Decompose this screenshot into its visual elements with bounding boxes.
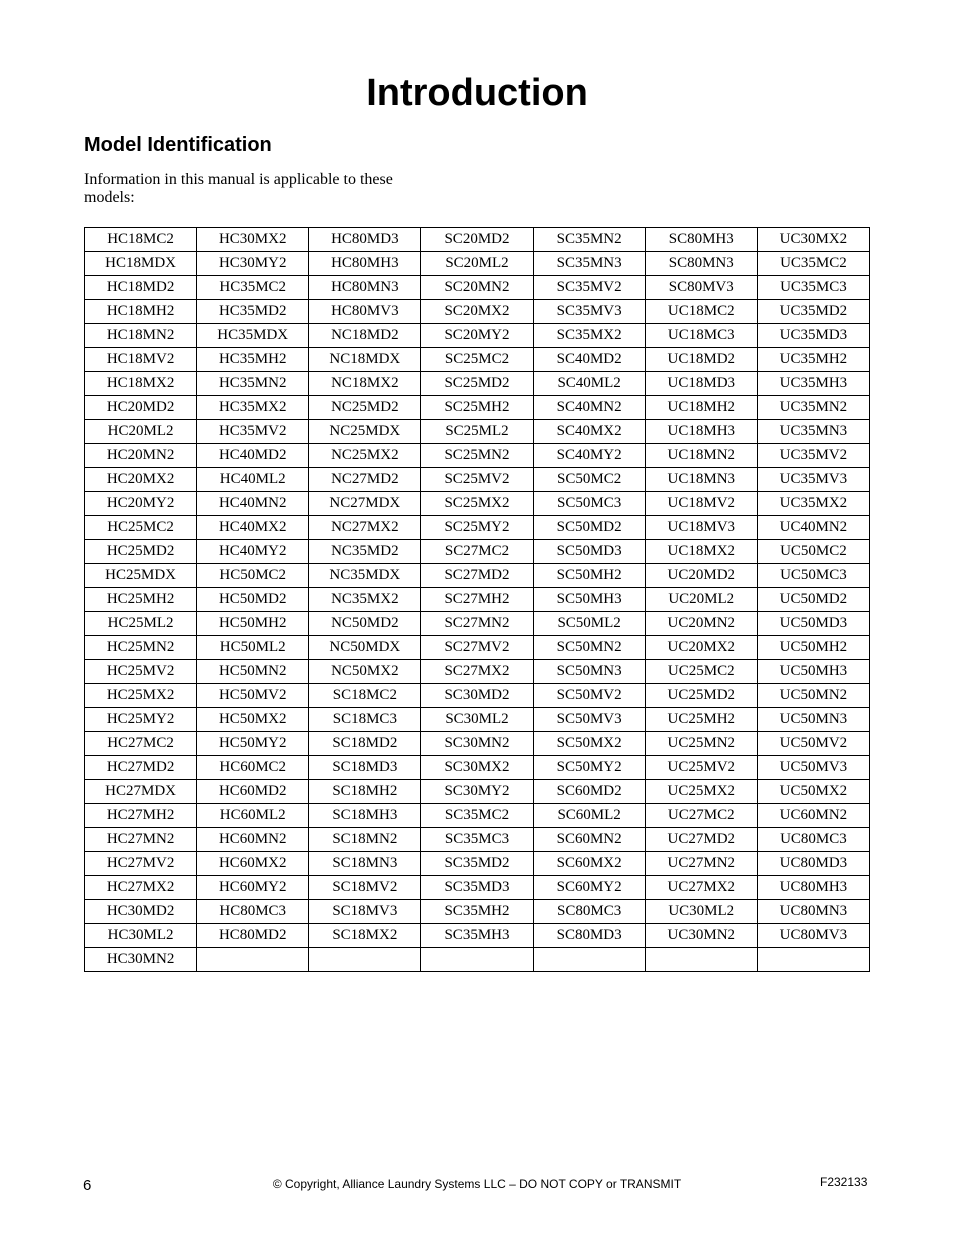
model-cell: SC18MX2: [309, 924, 421, 948]
model-cell: HC20MY2: [85, 492, 197, 516]
model-cell: UC18MD3: [645, 372, 757, 396]
model-cell: HC50MX2: [197, 708, 309, 732]
model-cell: SC50MN2: [533, 636, 645, 660]
model-cell: UC35MC2: [757, 252, 869, 276]
model-cell: HC25MY2: [85, 708, 197, 732]
model-cell: UC80MD3: [757, 852, 869, 876]
table-row: [85, 876, 870, 900]
model-cell: NC27MD2: [309, 468, 421, 492]
model-cell: UC35MD2: [757, 300, 869, 324]
table-row: [85, 348, 870, 372]
model-cell: SC50MY2: [533, 756, 645, 780]
model-cell: SC50MD3: [533, 540, 645, 564]
table-row: [85, 588, 870, 612]
model-cell: HC30MN2: [85, 948, 197, 972]
model-cell: UC18MN3: [645, 468, 757, 492]
model-cell: HC80MV3: [309, 300, 421, 324]
model-cell: SC20MX2: [421, 300, 533, 324]
model-cell: HC18MV2: [85, 348, 197, 372]
model-cell: SC50MX2: [533, 732, 645, 756]
model-cell: NC25MDX: [309, 420, 421, 444]
model-cell: HC27MV2: [85, 852, 197, 876]
model-cell: HC80MC3: [197, 900, 309, 924]
model-cell: HC40MN2: [197, 492, 309, 516]
model-cell: SC40MY2: [533, 444, 645, 468]
table-row: [85, 324, 870, 348]
model-cell: SC60MD2: [533, 780, 645, 804]
table-row: [85, 804, 870, 828]
model-cell: HC30ML2: [85, 924, 197, 948]
model-cell: HC20MN2: [85, 444, 197, 468]
model-cell: SC18MN2: [309, 828, 421, 852]
model-cell: SC20MY2: [421, 324, 533, 348]
model-cell: UC20ML2: [645, 588, 757, 612]
model-cell: HC80MN3: [309, 276, 421, 300]
table-row: [85, 228, 870, 252]
table-row: [85, 252, 870, 276]
model-cell: HC50MD2: [197, 588, 309, 612]
model-cell: HC25MC2: [85, 516, 197, 540]
model-cell: HC30MX2: [197, 228, 309, 252]
model-cell: SC50MC3: [533, 492, 645, 516]
model-cell: UC80MC3: [757, 828, 869, 852]
model-cell: SC50ML2: [533, 612, 645, 636]
table-row: [85, 300, 870, 324]
model-cell: UC25MN2: [645, 732, 757, 756]
model-cell: UC20MN2: [645, 612, 757, 636]
model-cell: SC27MD2: [421, 564, 533, 588]
model-cell: SC30ML2: [421, 708, 533, 732]
table-row: [85, 660, 870, 684]
model-cell: HC35MN2: [197, 372, 309, 396]
model-cell: UC18MC3: [645, 324, 757, 348]
model-cell: HC25MV2: [85, 660, 197, 684]
model-cell: SC18MN3: [309, 852, 421, 876]
table-row: [85, 948, 870, 972]
model-cell: SC50MV3: [533, 708, 645, 732]
model-cell: HC25MH2: [85, 588, 197, 612]
model-cell: SC25MX2: [421, 492, 533, 516]
model-cell: UC80MV3: [757, 924, 869, 948]
model-cell: SC50MH2: [533, 564, 645, 588]
model-cell: SC30MD2: [421, 684, 533, 708]
model-cell: HC25MN2: [85, 636, 197, 660]
model-cell: HC80MH3: [309, 252, 421, 276]
model-cell: UC18MH2: [645, 396, 757, 420]
model-cell: NC50MX2: [309, 660, 421, 684]
model-cell: SC25MY2: [421, 516, 533, 540]
table-row: [85, 684, 870, 708]
model-cell: HC20ML2: [85, 420, 197, 444]
model-cell: UC27MX2: [645, 876, 757, 900]
model-cell: SC18MV2: [309, 876, 421, 900]
model-cell: UC27MN2: [645, 852, 757, 876]
copyright-notice: © Copyright, Alliance Laundry Systems LLC – DO NOT COPY or TRANSMIT: [272, 1177, 682, 1191]
table-row: [85, 900, 870, 924]
model-cell: SC80MH3: [645, 228, 757, 252]
model-cell: HC27MX2: [85, 876, 197, 900]
model-cell: UC30MX2: [757, 228, 869, 252]
model-cell: HC50MN2: [197, 660, 309, 684]
model-cell: NC25MD2: [309, 396, 421, 420]
model-cell: NC18MX2: [309, 372, 421, 396]
model-cell: SC60MX2: [533, 852, 645, 876]
model-cell: SC18MV3: [309, 900, 421, 924]
table-row: [85, 276, 870, 300]
model-cell: SC20MN2: [421, 276, 533, 300]
model-cell: HC18MX2: [85, 372, 197, 396]
model-cell: [309, 948, 421, 972]
model-cell: SC20ML2: [421, 252, 533, 276]
model-cell: UC18MN2: [645, 444, 757, 468]
model-cell: SC27MC2: [421, 540, 533, 564]
model-cell: HC50MY2: [197, 732, 309, 756]
table-row: [85, 852, 870, 876]
model-cell: [757, 948, 869, 972]
model-cell: SC35MD3: [421, 876, 533, 900]
model-cell: SC50MH3: [533, 588, 645, 612]
model-cell: NC27MX2: [309, 516, 421, 540]
model-cell: UC80MH3: [757, 876, 869, 900]
model-cell: UC50MN3: [757, 708, 869, 732]
model-cell: UC35MN3: [757, 420, 869, 444]
model-cell: UC25MC2: [645, 660, 757, 684]
model-cell: SC25MC2: [421, 348, 533, 372]
model-cell: HC27MDX: [85, 780, 197, 804]
model-cell: HC80MD2: [197, 924, 309, 948]
model-cell: UC50MV2: [757, 732, 869, 756]
model-cell: SC25MN2: [421, 444, 533, 468]
model-cell: SC80MC3: [533, 900, 645, 924]
model-cell: NC25MX2: [309, 444, 421, 468]
model-cell: HC50MC2: [197, 564, 309, 588]
model-cell: HC25MD2: [85, 540, 197, 564]
model-cell: UC35MD3: [757, 324, 869, 348]
table-row: [85, 636, 870, 660]
model-cell: UC35MC3: [757, 276, 869, 300]
model-cell: UC50MH2: [757, 636, 869, 660]
table-row: [85, 492, 870, 516]
model-cell: UC35MV3: [757, 468, 869, 492]
section-heading: Model Identification: [84, 134, 272, 156]
model-cell: HC25MDX: [85, 564, 197, 588]
model-cell: HC50MV2: [197, 684, 309, 708]
model-cell: HC35MD2: [197, 300, 309, 324]
model-cell: NC35MDX: [309, 564, 421, 588]
model-cell: HC60MN2: [197, 828, 309, 852]
model-cell: UC50MX2: [757, 780, 869, 804]
model-cell: SC30MY2: [421, 780, 533, 804]
model-cell: HC80MD3: [309, 228, 421, 252]
model-cell: HC18MN2: [85, 324, 197, 348]
model-cell: HC35MX2: [197, 396, 309, 420]
model-cell: SC50MN3: [533, 660, 645, 684]
model-cell: SC18MH2: [309, 780, 421, 804]
model-cell: HC30MY2: [197, 252, 309, 276]
table-row: [85, 924, 870, 948]
model-cell: HC18MDX: [85, 252, 197, 276]
model-cell: HC50ML2: [197, 636, 309, 660]
model-cell: UC25MV2: [645, 756, 757, 780]
model-cell: UC35MH2: [757, 348, 869, 372]
model-cell: HC40MY2: [197, 540, 309, 564]
model-cell: SC60ML2: [533, 804, 645, 828]
model-cell: UC27MC2: [645, 804, 757, 828]
model-cell: NC35MD2: [309, 540, 421, 564]
model-cell: UC35MH3: [757, 372, 869, 396]
model-cell: NC50MD2: [309, 612, 421, 636]
model-cell: SC35MN3: [533, 252, 645, 276]
table-row: [85, 564, 870, 588]
model-cell: HC27MN2: [85, 828, 197, 852]
model-cell: UC18MC2: [645, 300, 757, 324]
model-cell: SC35MH2: [421, 900, 533, 924]
model-cell: SC35MH3: [421, 924, 533, 948]
model-cell: UC20MX2: [645, 636, 757, 660]
model-cell: SC18MH3: [309, 804, 421, 828]
model-cell: HC25MX2: [85, 684, 197, 708]
table-row: [85, 540, 870, 564]
model-cell: SC40MX2: [533, 420, 645, 444]
model-cell: UC35MX2: [757, 492, 869, 516]
model-cell: HC50MH2: [197, 612, 309, 636]
model-cell: HC18MH2: [85, 300, 197, 324]
model-cell: UC25MD2: [645, 684, 757, 708]
page-number: 6: [83, 1177, 92, 1194]
model-cell: HC40MD2: [197, 444, 309, 468]
model-cell: UC18MX2: [645, 540, 757, 564]
table-row: [85, 756, 870, 780]
page-title: Introduction: [366, 72, 588, 114]
model-cell: UC18MH3: [645, 420, 757, 444]
model-cell: SC27MH2: [421, 588, 533, 612]
model-cell: HC20MD2: [85, 396, 197, 420]
model-cell: HC60MY2: [197, 876, 309, 900]
table-row: [85, 444, 870, 468]
model-cell: UC50MD3: [757, 612, 869, 636]
model-cell: UC40MN2: [757, 516, 869, 540]
model-cell: [645, 948, 757, 972]
model-cell: UC30ML2: [645, 900, 757, 924]
model-cell: HC30MD2: [85, 900, 197, 924]
model-cell: UC30MN2: [645, 924, 757, 948]
model-cell: HC27MD2: [85, 756, 197, 780]
model-cell: HC25ML2: [85, 612, 197, 636]
model-cell: SC18MC2: [309, 684, 421, 708]
model-cell: UC25MX2: [645, 780, 757, 804]
model-cell: SC30MX2: [421, 756, 533, 780]
model-cell: UC35MV2: [757, 444, 869, 468]
model-cell: UC20MD2: [645, 564, 757, 588]
table-row: [85, 708, 870, 732]
model-cell: SC80MN3: [645, 252, 757, 276]
model-cell: SC60MN2: [533, 828, 645, 852]
model-cell: UC50MC2: [757, 540, 869, 564]
model-cell: SC35MX2: [533, 324, 645, 348]
model-cell: NC35MX2: [309, 588, 421, 612]
model-cell: SC35MV2: [533, 276, 645, 300]
model-cell: HC20MX2: [85, 468, 197, 492]
model-cell: UC80MN3: [757, 900, 869, 924]
model-cell: UC50MN2: [757, 684, 869, 708]
model-cell: UC50MV3: [757, 756, 869, 780]
table-row: [85, 516, 870, 540]
model-cell: UC27MD2: [645, 828, 757, 852]
table-row: [85, 372, 870, 396]
model-cell: SC18MC3: [309, 708, 421, 732]
model-cell: UC50MC3: [757, 564, 869, 588]
model-cell: NC18MDX: [309, 348, 421, 372]
model-cell: NC27MDX: [309, 492, 421, 516]
model-cell: HC27MC2: [85, 732, 197, 756]
model-cell: UC18MV3: [645, 516, 757, 540]
model-cell: HC60MX2: [197, 852, 309, 876]
model-cell: UC25MH2: [645, 708, 757, 732]
model-cell: SC35MC3: [421, 828, 533, 852]
model-cell: UC18MV2: [645, 492, 757, 516]
model-cell: HC18MC2: [85, 228, 197, 252]
model-cell: SC25MV2: [421, 468, 533, 492]
table-row: [85, 732, 870, 756]
model-cell: SC20MD2: [421, 228, 533, 252]
table-row: [85, 396, 870, 420]
table-row: [85, 420, 870, 444]
model-cell: HC60ML2: [197, 804, 309, 828]
table-row: [85, 612, 870, 636]
model-cell: HC35MC2: [197, 276, 309, 300]
model-cell: SC80MV3: [645, 276, 757, 300]
model-table: [84, 227, 870, 972]
model-cell: HC60MD2: [197, 780, 309, 804]
document-number: F232133: [820, 1175, 868, 1189]
model-cell: [197, 948, 309, 972]
model-cell: UC50MH3: [757, 660, 869, 684]
model-cell: [421, 948, 533, 972]
model-cell: HC40ML2: [197, 468, 309, 492]
model-cell: SC25MH2: [421, 396, 533, 420]
model-cell: NC18MD2: [309, 324, 421, 348]
model-cell: HC35MV2: [197, 420, 309, 444]
model-cell: SC50MV2: [533, 684, 645, 708]
model-cell: UC50MD2: [757, 588, 869, 612]
model-cell: UC35MN2: [757, 396, 869, 420]
model-cell: HC35MH2: [197, 348, 309, 372]
model-cell: SC50MD2: [533, 516, 645, 540]
model-cell: SC27MN2: [421, 612, 533, 636]
model-cell: SC25MD2: [421, 372, 533, 396]
model-cell: SC40ML2: [533, 372, 645, 396]
intro-text: Information in this manual is applicable to these models:: [84, 171, 393, 206]
model-cell: HC40MX2: [197, 516, 309, 540]
model-cell: SC18MD2: [309, 732, 421, 756]
model-cell: SC40MN2: [533, 396, 645, 420]
model-cell: SC35MN2: [533, 228, 645, 252]
model-cell: HC18MD2: [85, 276, 197, 300]
model-cell: NC50MDX: [309, 636, 421, 660]
model-cell: SC35MV3: [533, 300, 645, 324]
model-cell: SC18MD3: [309, 756, 421, 780]
model-cell: SC50MC2: [533, 468, 645, 492]
table-row: [85, 468, 870, 492]
model-table-body: [85, 228, 870, 972]
model-cell: HC60MC2: [197, 756, 309, 780]
model-cell: SC80MD3: [533, 924, 645, 948]
table-row: [85, 780, 870, 804]
model-cell: SC30MN2: [421, 732, 533, 756]
model-cell: SC60MY2: [533, 876, 645, 900]
model-cell: SC35MC2: [421, 804, 533, 828]
model-cell: SC40MD2: [533, 348, 645, 372]
model-cell: UC60MN2: [757, 804, 869, 828]
model-cell: [533, 948, 645, 972]
model-cell: SC35MD2: [421, 852, 533, 876]
model-cell: SC27MX2: [421, 660, 533, 684]
table-row: [85, 828, 870, 852]
model-cell: SC25ML2: [421, 420, 533, 444]
model-cell: UC18MD2: [645, 348, 757, 372]
model-cell: HC35MDX: [197, 324, 309, 348]
model-cell: HC27MH2: [85, 804, 197, 828]
model-cell: SC27MV2: [421, 636, 533, 660]
